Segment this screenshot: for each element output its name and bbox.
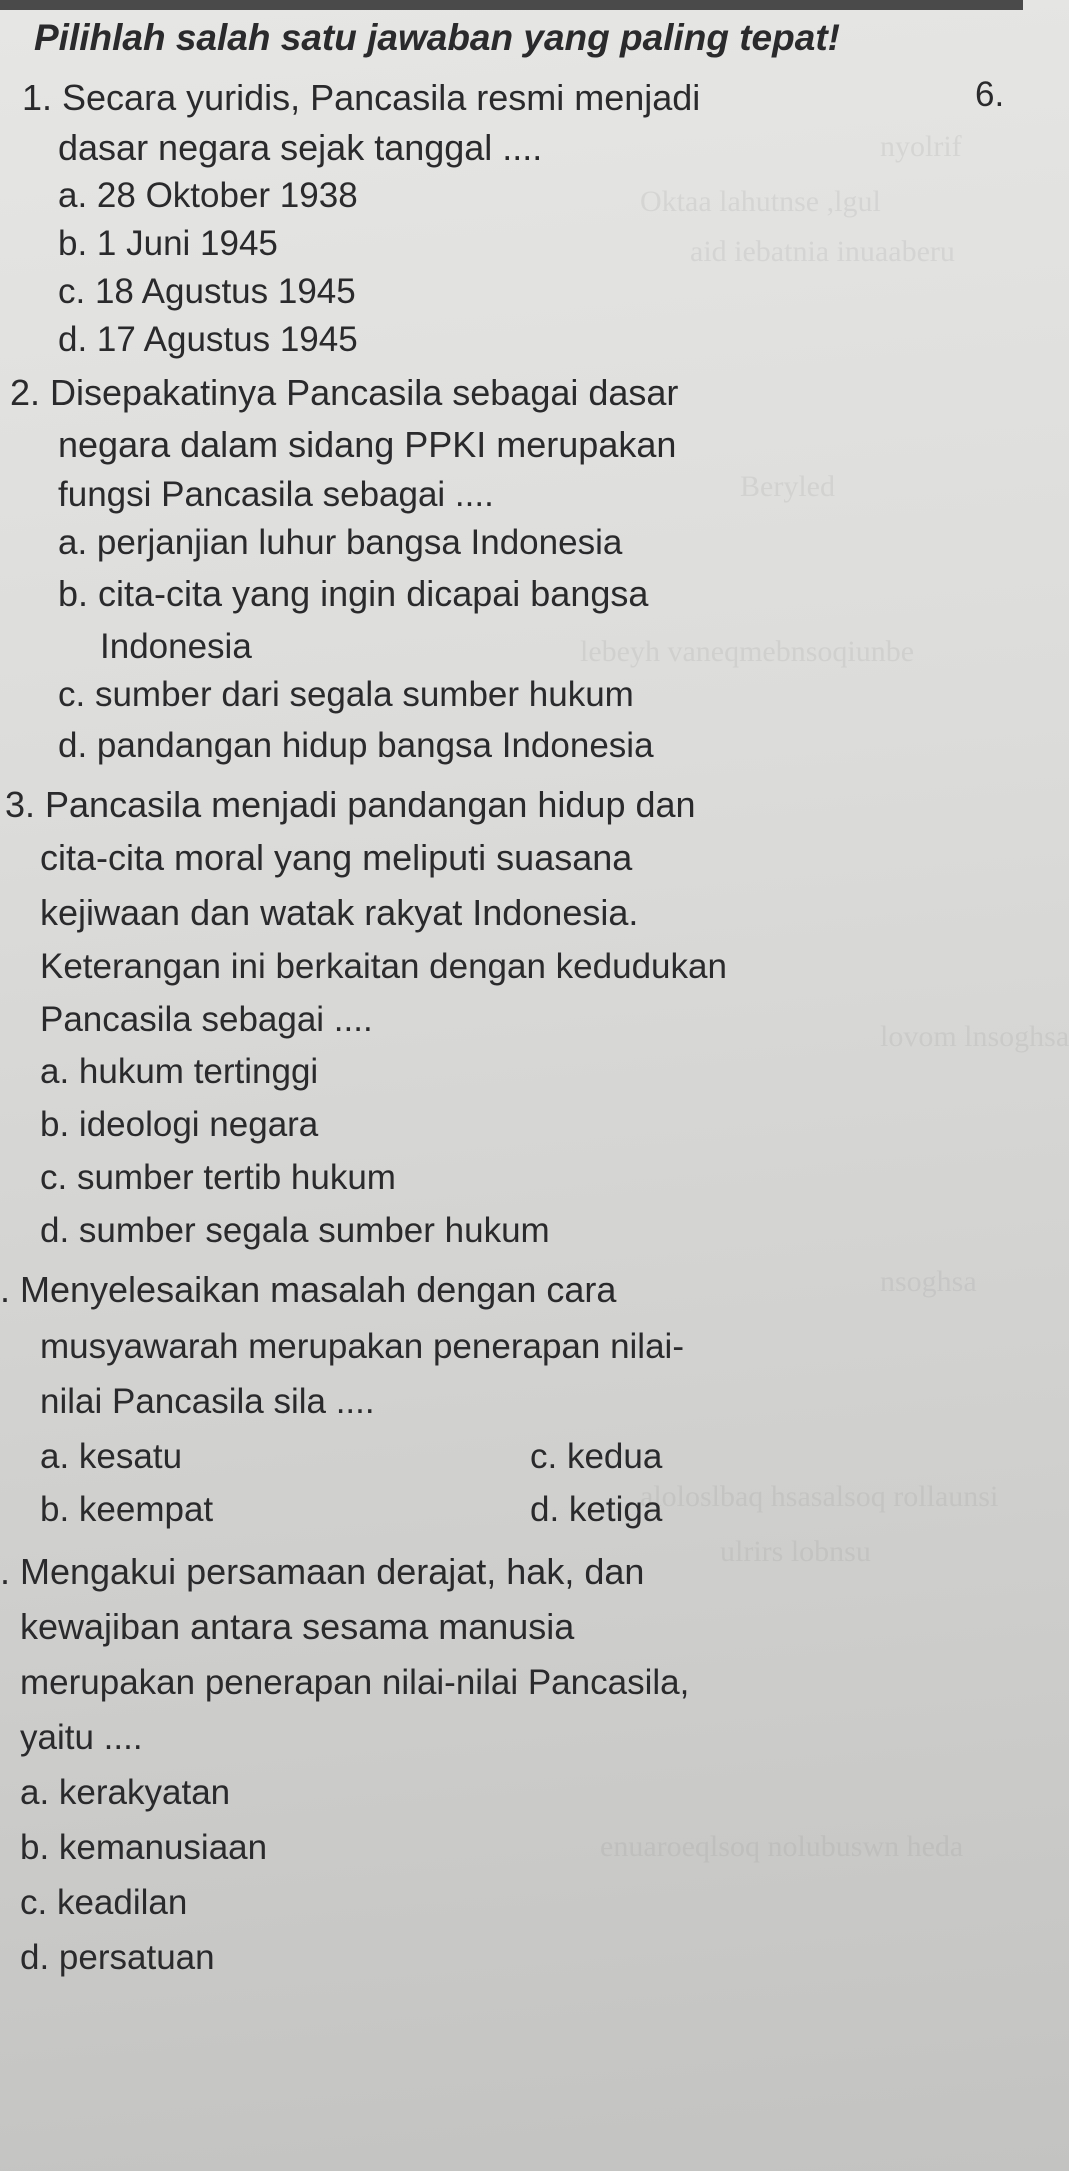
option-a: a. kerakyatan: [20, 1773, 231, 1812]
option-b-continuation: Indonesia: [100, 627, 252, 666]
question-stem-line: kewajiban antara sesama manusia: [20, 1606, 575, 1647]
option-d: d. 17 Agustus 1945: [58, 320, 358, 359]
option-b: b. 1 Juni 1945: [58, 224, 278, 263]
question-stem-line: 1. Secara yuridis, Pancasila resmi menjadi: [22, 77, 701, 118]
instruction-heading: Pilihlah salah satu jawaban yang paling tepat!: [34, 17, 840, 58]
page-number: 6.: [975, 75, 1005, 114]
option-a: a. 28 Oktober 1938: [58, 176, 358, 215]
option-a: a. kesatu: [40, 1437, 183, 1476]
option-b: b. kemanusiaan: [20, 1828, 268, 1867]
option-a: a. perjanjian luhur bangsa Indonesia: [58, 523, 623, 562]
question-stem-line: . Mengakui persamaan derajat, hak, dan: [0, 1551, 645, 1592]
question-stem-line: dasar negara sejak tanggal ....: [58, 127, 543, 168]
question-stem-line: fungsi Pancasila sebagai ....: [58, 475, 494, 514]
top-edge: [0, 0, 1023, 10]
question-stem-line: . Menyelesaikan masalah dengan cara: [0, 1269, 617, 1310]
option-d: d. ketiga: [530, 1490, 663, 1529]
question-stem-line: 3. Pancasila menjadi pandangan hidup dan: [5, 784, 696, 825]
option-c: c. 18 Agustus 1945: [58, 272, 356, 311]
option-b: b. cita-cita yang ingin dicapai bangsa: [58, 573, 649, 614]
question-stem-line: merupakan penerapan nilai-nilai Pancasila,: [20, 1663, 690, 1702]
question-stem-line: musyawarah merupakan penerapan nilai-: [40, 1327, 684, 1366]
question-stem-line: Pancasila sebagai ....: [40, 1000, 373, 1039]
option-d: d. sumber segala sumber hukum: [40, 1211, 550, 1250]
option-c: c. sumber dari segala sumber hukum: [58, 675, 634, 714]
option-d: d. pandangan hidup bangsa Indonesia: [58, 726, 654, 765]
question-stem-line: negara dalam sidang PPKI merupakan: [58, 424, 677, 465]
option-a: a. hukum tertinggi: [40, 1052, 319, 1091]
option-c: c. sumber tertib hukum: [40, 1158, 396, 1197]
option-c: c. kedua: [530, 1437, 663, 1476]
question-stem-line: kejiwaan dan watak rakyat Indonesia.: [40, 892, 639, 933]
question-stem-line: cita-cita moral yang meliputi suasana: [40, 837, 633, 878]
option-b: b. keempat: [40, 1490, 214, 1529]
question-stem-line: yaitu ....: [20, 1718, 143, 1757]
option-d: d. persatuan: [20, 1938, 215, 1977]
question-stem-line: 2. Disepakatinya Pancasila sebagai dasar: [10, 372, 679, 413]
option-c: c. keadilan: [20, 1883, 188, 1922]
question-stem-line: nilai Pancasila sila ....: [40, 1382, 375, 1421]
question-stem-line: Keterangan ini berkaitan dengan kedudukan: [40, 947, 727, 986]
option-b: b. ideologi negara: [40, 1105, 319, 1144]
